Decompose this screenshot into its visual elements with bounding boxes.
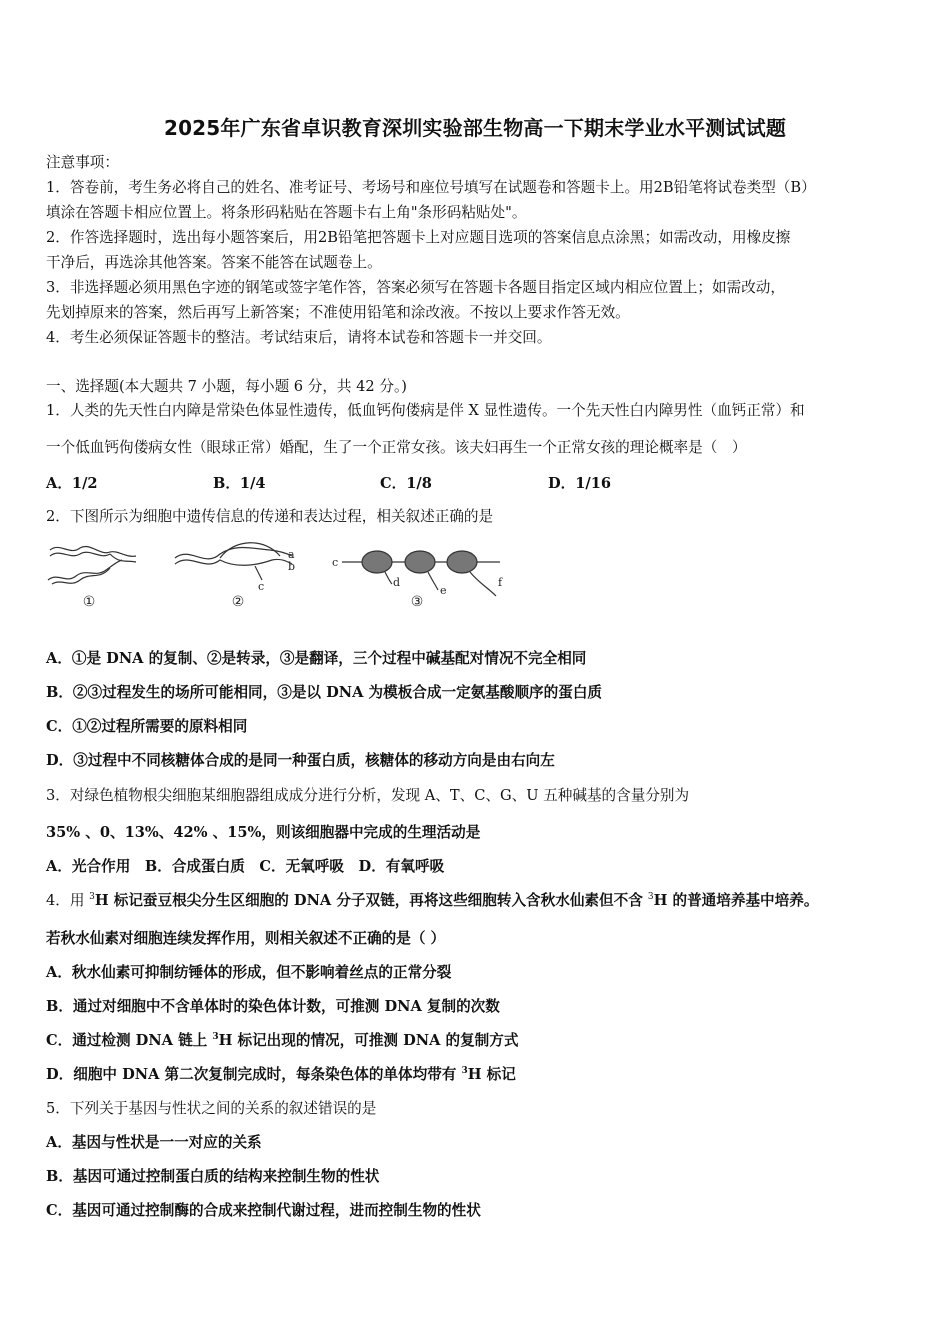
section-heading: 一、选择题(本大题共 7 小题，每小题 6 分，共 42 分。) xyxy=(46,378,407,395)
notice-line-4: 干净后，再选涂其他答案。答案不能答在试题卷上。 xyxy=(46,254,382,271)
q4-option-d-part-1: D．细胞中 DNA 第二次复制完成时，每条染色体的单体均带有 xyxy=(46,1066,462,1083)
label-c-figure-3: c xyxy=(332,556,339,569)
q4-sup-3: 3 xyxy=(212,1032,219,1042)
figure-2-transcription xyxy=(175,543,292,580)
figure-3-translation xyxy=(342,551,500,596)
q4-stem-line-1 xyxy=(46,891,916,911)
notice-heading: 注意事项： xyxy=(46,154,119,171)
q2-figure xyxy=(40,538,520,618)
q4-option-c[interactable] xyxy=(46,1031,916,1051)
page-title: 2025年广东省卓识教育深圳实验部生物高一下期末学业水平测试试题 xyxy=(163,116,787,140)
q4-option-a[interactable]: A．秋水仙素可抑制纺锤体的形成，但不影响着丝点的正常分裂 xyxy=(46,964,452,981)
label-d: d xyxy=(393,576,401,589)
q1-option-d[interactable]: D．1/16 xyxy=(548,475,612,492)
label-e: e xyxy=(440,584,447,597)
figure-label-2: ② xyxy=(231,594,245,610)
label-f: f xyxy=(498,576,503,589)
notice-line-5: 3．非选择题必须用黑色字迹的钢笔或签字笔作答，答案必须写在答题卡各题目指定区域内相应位置上；如需改动， xyxy=(46,279,785,296)
q3-stem-line-1: 3．对绿色植物根尖细胞某细胞器组成成分进行分析，发现 A、T、C、G、U 五种碱基的含量分别为 xyxy=(46,787,690,804)
q4-stem-part-3: H 的普通培养基中培养。 xyxy=(653,892,819,909)
q4-option-c-part-1: C．通过检测 DNA 链上 xyxy=(46,1032,213,1049)
q2-option-b[interactable]: B．②③过程发生的场所可能相同，③是以 DNA 为模板合成一定氨基酸顺序的蛋白质 xyxy=(46,684,603,701)
figure-label-1: ① xyxy=(82,594,96,610)
q2-option-a[interactable]: A．①是 DNA 的复制、②是转录，③是翻译，三个过程中碱基配对情况不完全相同 xyxy=(46,650,587,667)
q4-stem-part-2: H 标记蚕豆根尖分生区细胞的 DNA 分子双链，再将这些细胞转入含秋水仙素但不含 xyxy=(94,892,648,909)
label-b: b xyxy=(288,560,296,573)
q4-option-d-part-2: H 标记 xyxy=(467,1066,516,1083)
label-a: a xyxy=(288,548,295,561)
q4-sup-1: 3 xyxy=(89,892,95,902)
q4-sup-2: 3 xyxy=(647,892,654,902)
q4-sup-4: 3 xyxy=(461,1066,468,1076)
q3-options[interactable]: A．光合作用 B．合成蛋白质 C．无氧呼吸 D．有氧呼吸 xyxy=(46,858,445,875)
q1-option-c[interactable]: C．1/8 xyxy=(380,475,432,492)
q5-option-a[interactable]: A．基因与性状是一一对应的关系 xyxy=(46,1134,262,1151)
q5-option-c[interactable]: C．基因可通过控制酶的合成来控制代谢过程，进而控制生物的性状 xyxy=(46,1202,481,1219)
q1-stem-line-1: 1．人类的先天性白内障是常染色体显性遗传，低血钙佝偻病是伴 X 显性遗传。一个先天性白内障男性（血钙正常）和 xyxy=(46,402,805,419)
q5-stem: 5．下列关于基因与性状之间的关系的叙述错误的是 xyxy=(46,1100,377,1117)
figure-label-3: ③ xyxy=(410,594,424,610)
notice-line-1: 1．答卷前，考生务必将自己的姓名、准考证号、考场号和座位号填写在试题卷和答题卡上。用2B铅笔将试卷类型（B） xyxy=(46,179,816,196)
q4-stem-line-2: 若秋水仙素对细胞连续发挥作用，则相关叙述不正确的是（ ） xyxy=(46,930,446,947)
q4-option-c-part-2: H 标记出现的情况，可推测 DNA 的复制方式 xyxy=(218,1032,519,1049)
q1-option-a[interactable]: A．1/2 xyxy=(46,475,98,492)
notice-line-3: 2．作答选择题时，选出每小题答案后，用2B铅笔把答题卡上对应题目选项的答案信息点涂黑；如需改动，用橡皮擦 xyxy=(46,229,791,246)
q4-option-d[interactable] xyxy=(46,1065,916,1085)
notice-line-6: 先划掉原来的答案，然后再写上新答案；不准使用铅笔和涂改液。不按以上要求作答无效。 xyxy=(46,304,630,321)
notice-line-2: 填涂在答题卡相应位置上。将条形码粘贴在答题卡右上角"条形码粘贴处"。 xyxy=(46,204,527,221)
q1-stem-line-2: 一个低血钙佝偻病女性（眼球正常）婚配，生了一个正常女孩。该夫妇再生一个正常女孩的理论概率是（ ） xyxy=(46,439,747,456)
q2-option-c[interactable]: C．①②过程所需要的原料相同 xyxy=(46,718,248,735)
figure-1-dna-replication xyxy=(48,546,136,584)
q1-option-b[interactable]: B．1/4 xyxy=(213,475,266,492)
q2-stem: 2．下图所示为细胞中遗传信息的传递和表达过程，相关叙述正确的是 xyxy=(46,508,494,525)
q4-option-b[interactable]: B．通过对细胞中不含单体时的染色体计数，可推测 DNA 复制的次数 xyxy=(46,998,500,1015)
q3-stem-line-2: 35% 、0、13%、42% 、15%，则该细胞器中完成的生理活动是 xyxy=(46,824,481,841)
q5-option-b[interactable]: B．基因可通过控制蛋白质的结构来控制生物的性状 xyxy=(46,1168,380,1185)
notice-line-7: 4．考生必须保证答题卡的整洁。考试结束后，请将本试卷和答题卡一并交回。 xyxy=(46,329,552,346)
q4-stem-part-1: 4．用 xyxy=(46,892,90,909)
label-c-figure-2: c xyxy=(258,580,265,593)
q2-option-d[interactable]: D．③过程中不同核糖体合成的是同一种蛋白质，核糖体的移动方向是由右向左 xyxy=(46,752,555,769)
